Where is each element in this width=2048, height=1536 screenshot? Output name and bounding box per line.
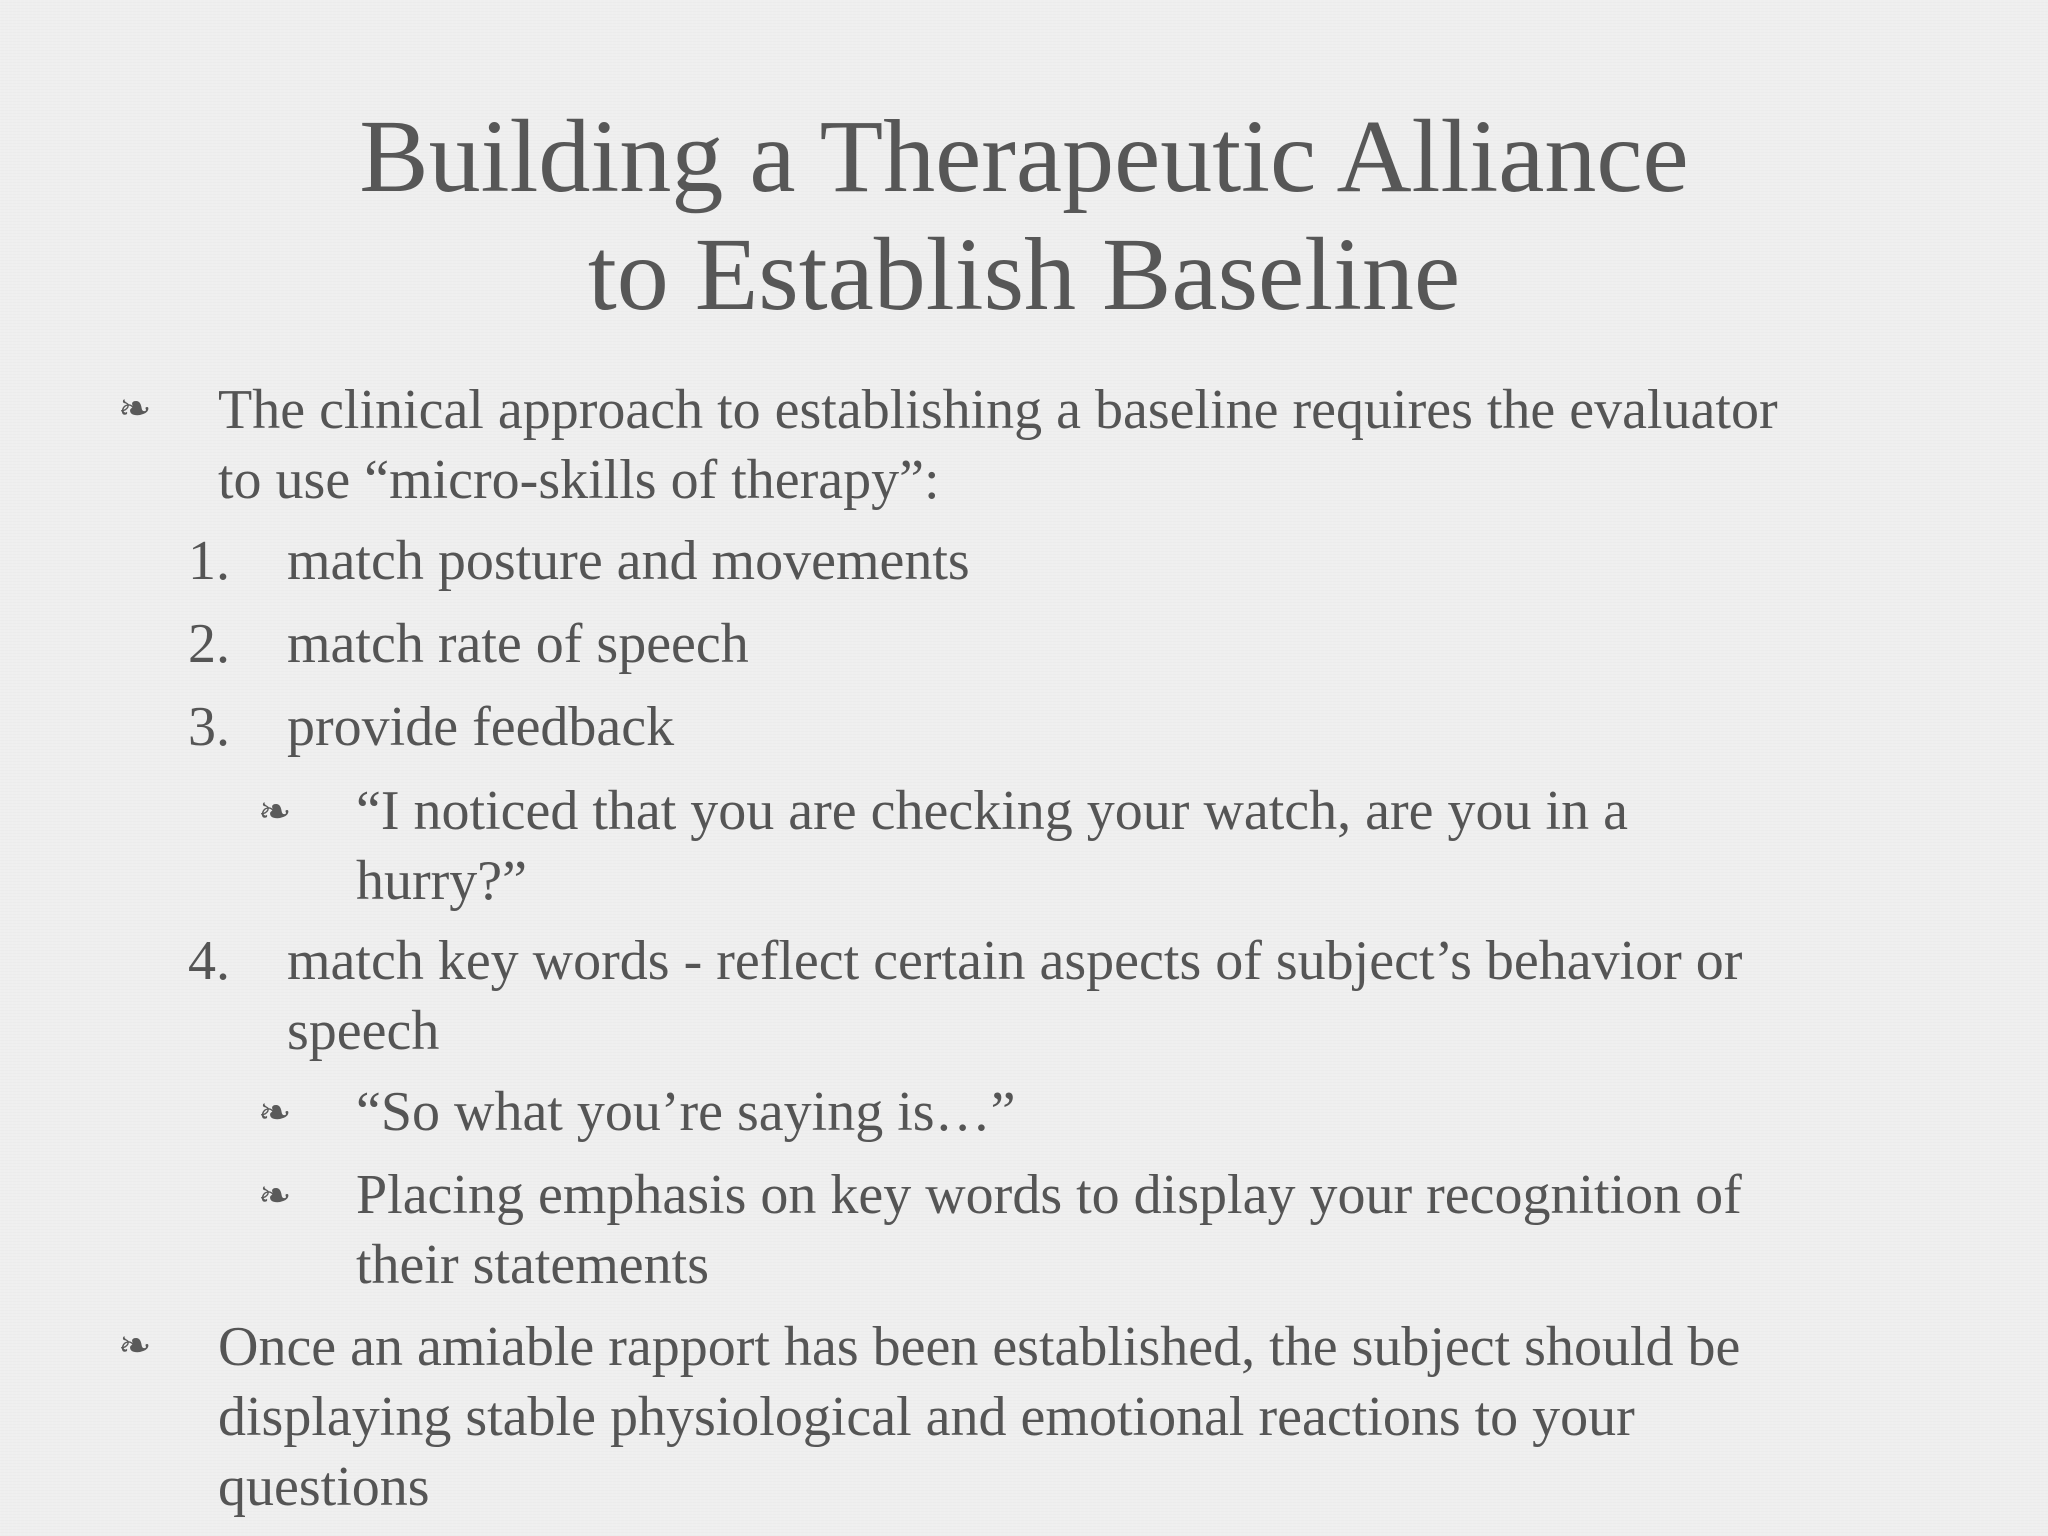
sub-bullet-1-line-2: hurry?” (356, 850, 528, 912)
fleuron-bullet-icon: ❧ (118, 386, 152, 432)
list-item-2: match rate of speech (287, 613, 749, 675)
bullet-1-line-2: to use “micro-skills of therapy”: (218, 449, 940, 511)
bullet-2-line-3: questions (218, 1456, 430, 1518)
bullet-2-line-2: displaying stable physiological and emotional reactions to your (218, 1386, 1635, 1448)
fleuron-bullet-icon: ❧ (258, 1090, 292, 1136)
fleuron-bullet-icon: ❧ (118, 1323, 152, 1369)
list-item-1: match posture and movements (287, 530, 970, 592)
fleuron-bullet-icon: ❧ (258, 789, 292, 835)
slide-title (0, 98, 2048, 334)
list-item-3: provide feedback (287, 696, 675, 758)
list-number-2: 2. (188, 613, 230, 675)
list-number-1: 1. (188, 530, 230, 592)
sub-bullet-3-line-1: Placing emphasis on key words to display your recognition of (356, 1164, 1742, 1226)
list-item-4-line-1: match key words - reflect certain aspects of subject’s behavior or (287, 930, 1743, 992)
title-line-1: Building a Therapeutic Alliance (359, 99, 1689, 214)
list-number-4: 4. (188, 930, 230, 992)
list-number-3: 3. (188, 696, 230, 758)
fleuron-bullet-icon: ❧ (258, 1173, 292, 1219)
sub-bullet-1-line-1: “I noticed that you are checking your watch, are you in a (356, 780, 1628, 842)
bullet-2-line-1: Once an amiable rapport has been established, the subject should be (218, 1316, 1741, 1378)
bullet-1-line-1: The clinical approach to establishing a baseline requires the evaluator (218, 379, 1778, 441)
sub-bullet-3-line-2: their statements (356, 1234, 710, 1296)
title-line-2: to Establish Baseline (587, 217, 1461, 332)
sub-bullet-2-line-1: “So what you’re saying is…” (356, 1081, 1016, 1143)
list-item-4-line-2: speech (287, 1000, 440, 1062)
